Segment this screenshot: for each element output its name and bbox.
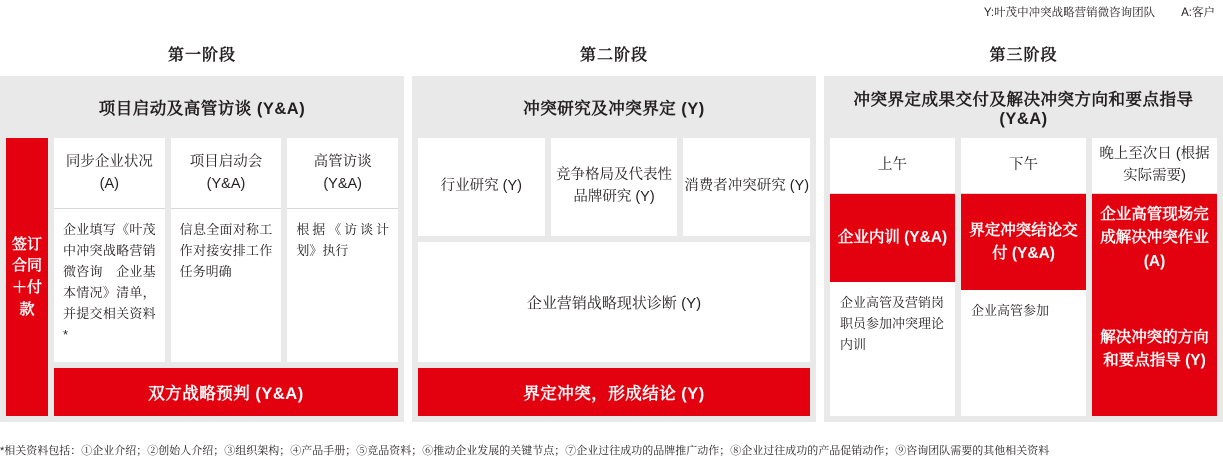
card-body: 根据《访谈计划》执行 [296,221,390,258]
stage-1-body [6,138,398,416]
card-competitive-landscape [551,138,678,236]
activity-conflict-conclusion-delivery: 界定冲突结论交付 (Y&A) [961,194,1086,290]
schedule-title: 晚上至次日 (根据实际需要) [1092,138,1217,194]
stage-title-2: 第二阶段 [579,47,648,64]
stage-2-footer-bar: 界定冲突，形成结论 (Y) [418,368,810,416]
card-title: 竞争格局及代表性品牌研究 (Y) [556,167,672,205]
stage-titles [0,42,1223,68]
schedule-afternoon [961,138,1086,416]
activity-internal-training: 企业内训 (Y&A) [830,194,955,282]
footnote: *相关资料包括：①企业介绍；②创始人介绍；③组织架构；④产品手册；⑤竞品资料；⑥推动企业发展的关键节点；⑦企业过往成功的品牌推广动作；⑧企业过往成功的产品促销动作；⑨咨询团队需要的其他相关资料 [0,445,1050,457]
schedule-evening-next-day [1092,138,1217,416]
card-executive-interview [287,138,398,362]
card-marketing-strategy-diagnosis: 企业营销战略现状诊断 (Y) [418,242,810,362]
stage-2-cards [418,138,810,236]
schedule-title: 上午 [830,138,955,194]
card-project-kickoff [171,138,282,362]
activity-note: 企业高管参加 [971,303,1050,318]
stage-2-body [418,138,810,416]
activity-note: 企业高管及营销岗职员参加冲突理论内训 [840,295,945,353]
stage-1-footer-bar: 双方战略预判 (Y&A) [54,368,398,416]
schedule-title: 下午 [961,138,1086,194]
card-title: 消费者冲突研究 (Y) [684,178,810,195]
stage-3-body [830,138,1217,416]
activity-onsite-assignment: 企业高管现场完成解决冲突作业 (A) [1092,194,1217,282]
card-consumer-conflict-research [683,138,810,236]
card-industry-research [418,138,545,236]
stage-1-content [54,138,398,416]
card-title: 项目启动会 (Y&A) [171,138,282,209]
card-body: 企业填写《叶茂中冲突战略营销微咨询 企业基本情况》清单，并提交相关资料* [63,221,156,342]
card-sync-company-status [54,138,165,362]
stage-2-header: 冲突研究及冲突界定 (Y) [418,82,810,132]
activity-direction-guidance: 解决冲突的方向和要点指导 (Y) [1092,282,1217,416]
stage-1-header: 项目启动及高管访谈 (Y&A) [6,82,398,132]
stage-1-cards [54,138,398,362]
stage-3-header: 冲突界定成果交付及解决冲突方向和要点指导 (Y&A) [830,82,1217,132]
stage-title-1: 第一阶段 [167,47,236,64]
card-title: 高管访谈 (Y&A) [287,138,398,209]
legend-y: Y:叶茂中冲突战略营销微咨询团队 [983,7,1156,19]
legend-a: A:客户 [1181,7,1215,19]
legend [984,4,1215,20]
schedule-morning [830,138,955,416]
card-title: 行业研究 (Y) [440,178,523,195]
contract-signing-block: 签订合同＋付款 [6,138,48,416]
card-body: 信息全面对称工作对接安排工作任务明确 [179,221,273,279]
card-title: 同步企业状况 (A) [54,138,165,209]
stage-title-3: 第三阶段 [989,47,1058,64]
diagram-board [0,76,1223,422]
